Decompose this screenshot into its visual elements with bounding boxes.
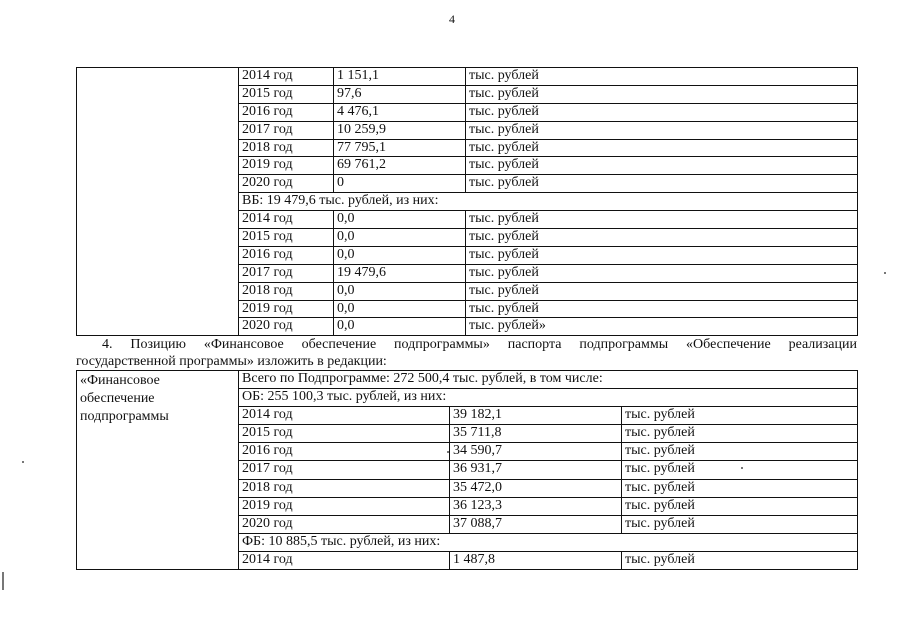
year-cell: 2015 год xyxy=(239,425,450,443)
value-cell: 36 123,3 xyxy=(450,497,622,515)
year-cell: 2018 год xyxy=(239,139,334,157)
year-cell: 2019 год xyxy=(239,497,450,515)
year-cell: 2014 год xyxy=(239,211,334,229)
year-cell: 2020 год xyxy=(239,175,334,193)
year-cell: 2014 год xyxy=(239,551,450,569)
scan-speck xyxy=(741,467,743,469)
value-cell: 0,0 xyxy=(334,211,466,229)
unit-cell: тыс. рублей xyxy=(466,139,858,157)
value-cell: 0,0 xyxy=(334,229,466,247)
year-cell: 2016 год xyxy=(239,103,334,121)
unit-cell: тыс. рублей xyxy=(466,157,858,175)
unit-cell: тыс. рублей xyxy=(466,282,858,300)
unit-cell: тыс. рублей» xyxy=(466,318,858,336)
instruction-paragraph xyxy=(76,336,857,370)
value-cell: 97,6 xyxy=(334,85,466,103)
subprogram-funding-table xyxy=(76,370,858,570)
value-cell: 0,0 xyxy=(334,318,466,336)
paragraph-line-1: 4. Позицию «Финансовое обеспечение подпрограммы» паспорта подпрограммы «Обеспечение реализации xyxy=(102,337,857,352)
unit-cell: тыс. рублей xyxy=(622,551,858,569)
unit-cell: тыс. рублей xyxy=(466,264,858,282)
value-cell: 4 476,1 xyxy=(334,103,466,121)
table-row xyxy=(77,68,858,86)
value-cell: 37 088,7 xyxy=(450,515,622,533)
unit-cell: тыс. рублей xyxy=(622,407,858,425)
table-row xyxy=(77,371,858,389)
unit-cell: тыс. рублей xyxy=(622,479,858,497)
value-cell: 1 487,8 xyxy=(450,551,622,569)
unit-cell: тыс. рублей xyxy=(466,175,858,193)
year-cell: 2015 год xyxy=(239,85,334,103)
value-cell: 10 259,9 xyxy=(334,121,466,139)
page-number: 4 xyxy=(449,12,455,26)
unit-cell: тыс. рублей xyxy=(466,300,858,318)
scan-speck xyxy=(447,451,449,453)
unit-cell: тыс. рублей xyxy=(466,121,858,139)
unit-cell: тыс. рублей xyxy=(466,68,858,86)
value-cell: 36 931,7 xyxy=(450,461,622,479)
value-cell: 35 472,0 xyxy=(450,479,622,497)
year-cell: 2015 год xyxy=(239,229,334,247)
year-cell: 2019 год xyxy=(239,300,334,318)
year-cell: 2016 год xyxy=(239,246,334,264)
value-cell: 77 795,1 xyxy=(334,139,466,157)
year-cell: 2020 год xyxy=(239,515,450,533)
unit-cell: тыс. рублей xyxy=(622,443,858,461)
unit-cell: тыс. рублей xyxy=(466,85,858,103)
unit-cell: тыс. рублей xyxy=(466,229,858,247)
value-cell: 34 590,7 xyxy=(450,443,622,461)
year-cell: 2020 год xyxy=(239,318,334,336)
vb-header-cell: ВБ: 19 479,6 тыс. рублей, из них: xyxy=(239,193,858,211)
unit-cell: тыс. рублей xyxy=(622,425,858,443)
unit-cell: тыс. рублей xyxy=(466,246,858,264)
value-cell: 35 711,8 xyxy=(450,425,622,443)
value-cell: 69 761,2 xyxy=(334,157,466,175)
year-cell: 2019 год xyxy=(239,157,334,175)
unit-cell: тыс. рублей xyxy=(466,211,858,229)
year-cell: 2014 год xyxy=(239,407,450,425)
value-cell: 1 151,1 xyxy=(334,68,466,86)
value-cell: 39 182,1 xyxy=(450,407,622,425)
subprogram-label-cell: «Финансовое обеспечение подпрограммы xyxy=(77,371,239,570)
year-cell: 2017 год xyxy=(239,264,334,282)
paragraph-line-2: государственной программы» изложить в редакции: xyxy=(76,354,387,369)
fb-header-cell: ФБ: 10 885,5 тыс. рублей, из них: xyxy=(239,533,858,551)
value-cell: 0 xyxy=(334,175,466,193)
label-cell-empty xyxy=(77,68,239,336)
year-cell: 2017 год xyxy=(239,461,450,479)
year-cell: 2018 год xyxy=(239,282,334,300)
total-cell: Всего по Подпрограмме: 272 500,4 тыс. рублей, в том числе: xyxy=(239,371,858,389)
year-cell: 2016 год xyxy=(239,443,450,461)
unit-cell: тыс. рублей xyxy=(622,497,858,515)
unit-cell: тыс. рублей xyxy=(622,461,858,479)
value-cell: 0,0 xyxy=(334,282,466,300)
year-cell: 2014 год xyxy=(239,68,334,86)
value-cell: 0,0 xyxy=(334,300,466,318)
scan-speck xyxy=(22,461,24,463)
scan-speck xyxy=(884,272,886,274)
ob-header-cell: ОБ: 255 100,3 тыс. рублей, из них: xyxy=(239,389,858,407)
year-cell: 2018 год xyxy=(239,479,450,497)
value-cell: 19 479,6 xyxy=(334,264,466,282)
funding-table-continued xyxy=(76,67,858,336)
scan-speck xyxy=(2,572,4,590)
year-cell: 2017 год xyxy=(239,121,334,139)
unit-cell: тыс. рублей xyxy=(466,103,858,121)
value-cell: 0,0 xyxy=(334,246,466,264)
unit-cell: тыс. рублей xyxy=(622,515,858,533)
